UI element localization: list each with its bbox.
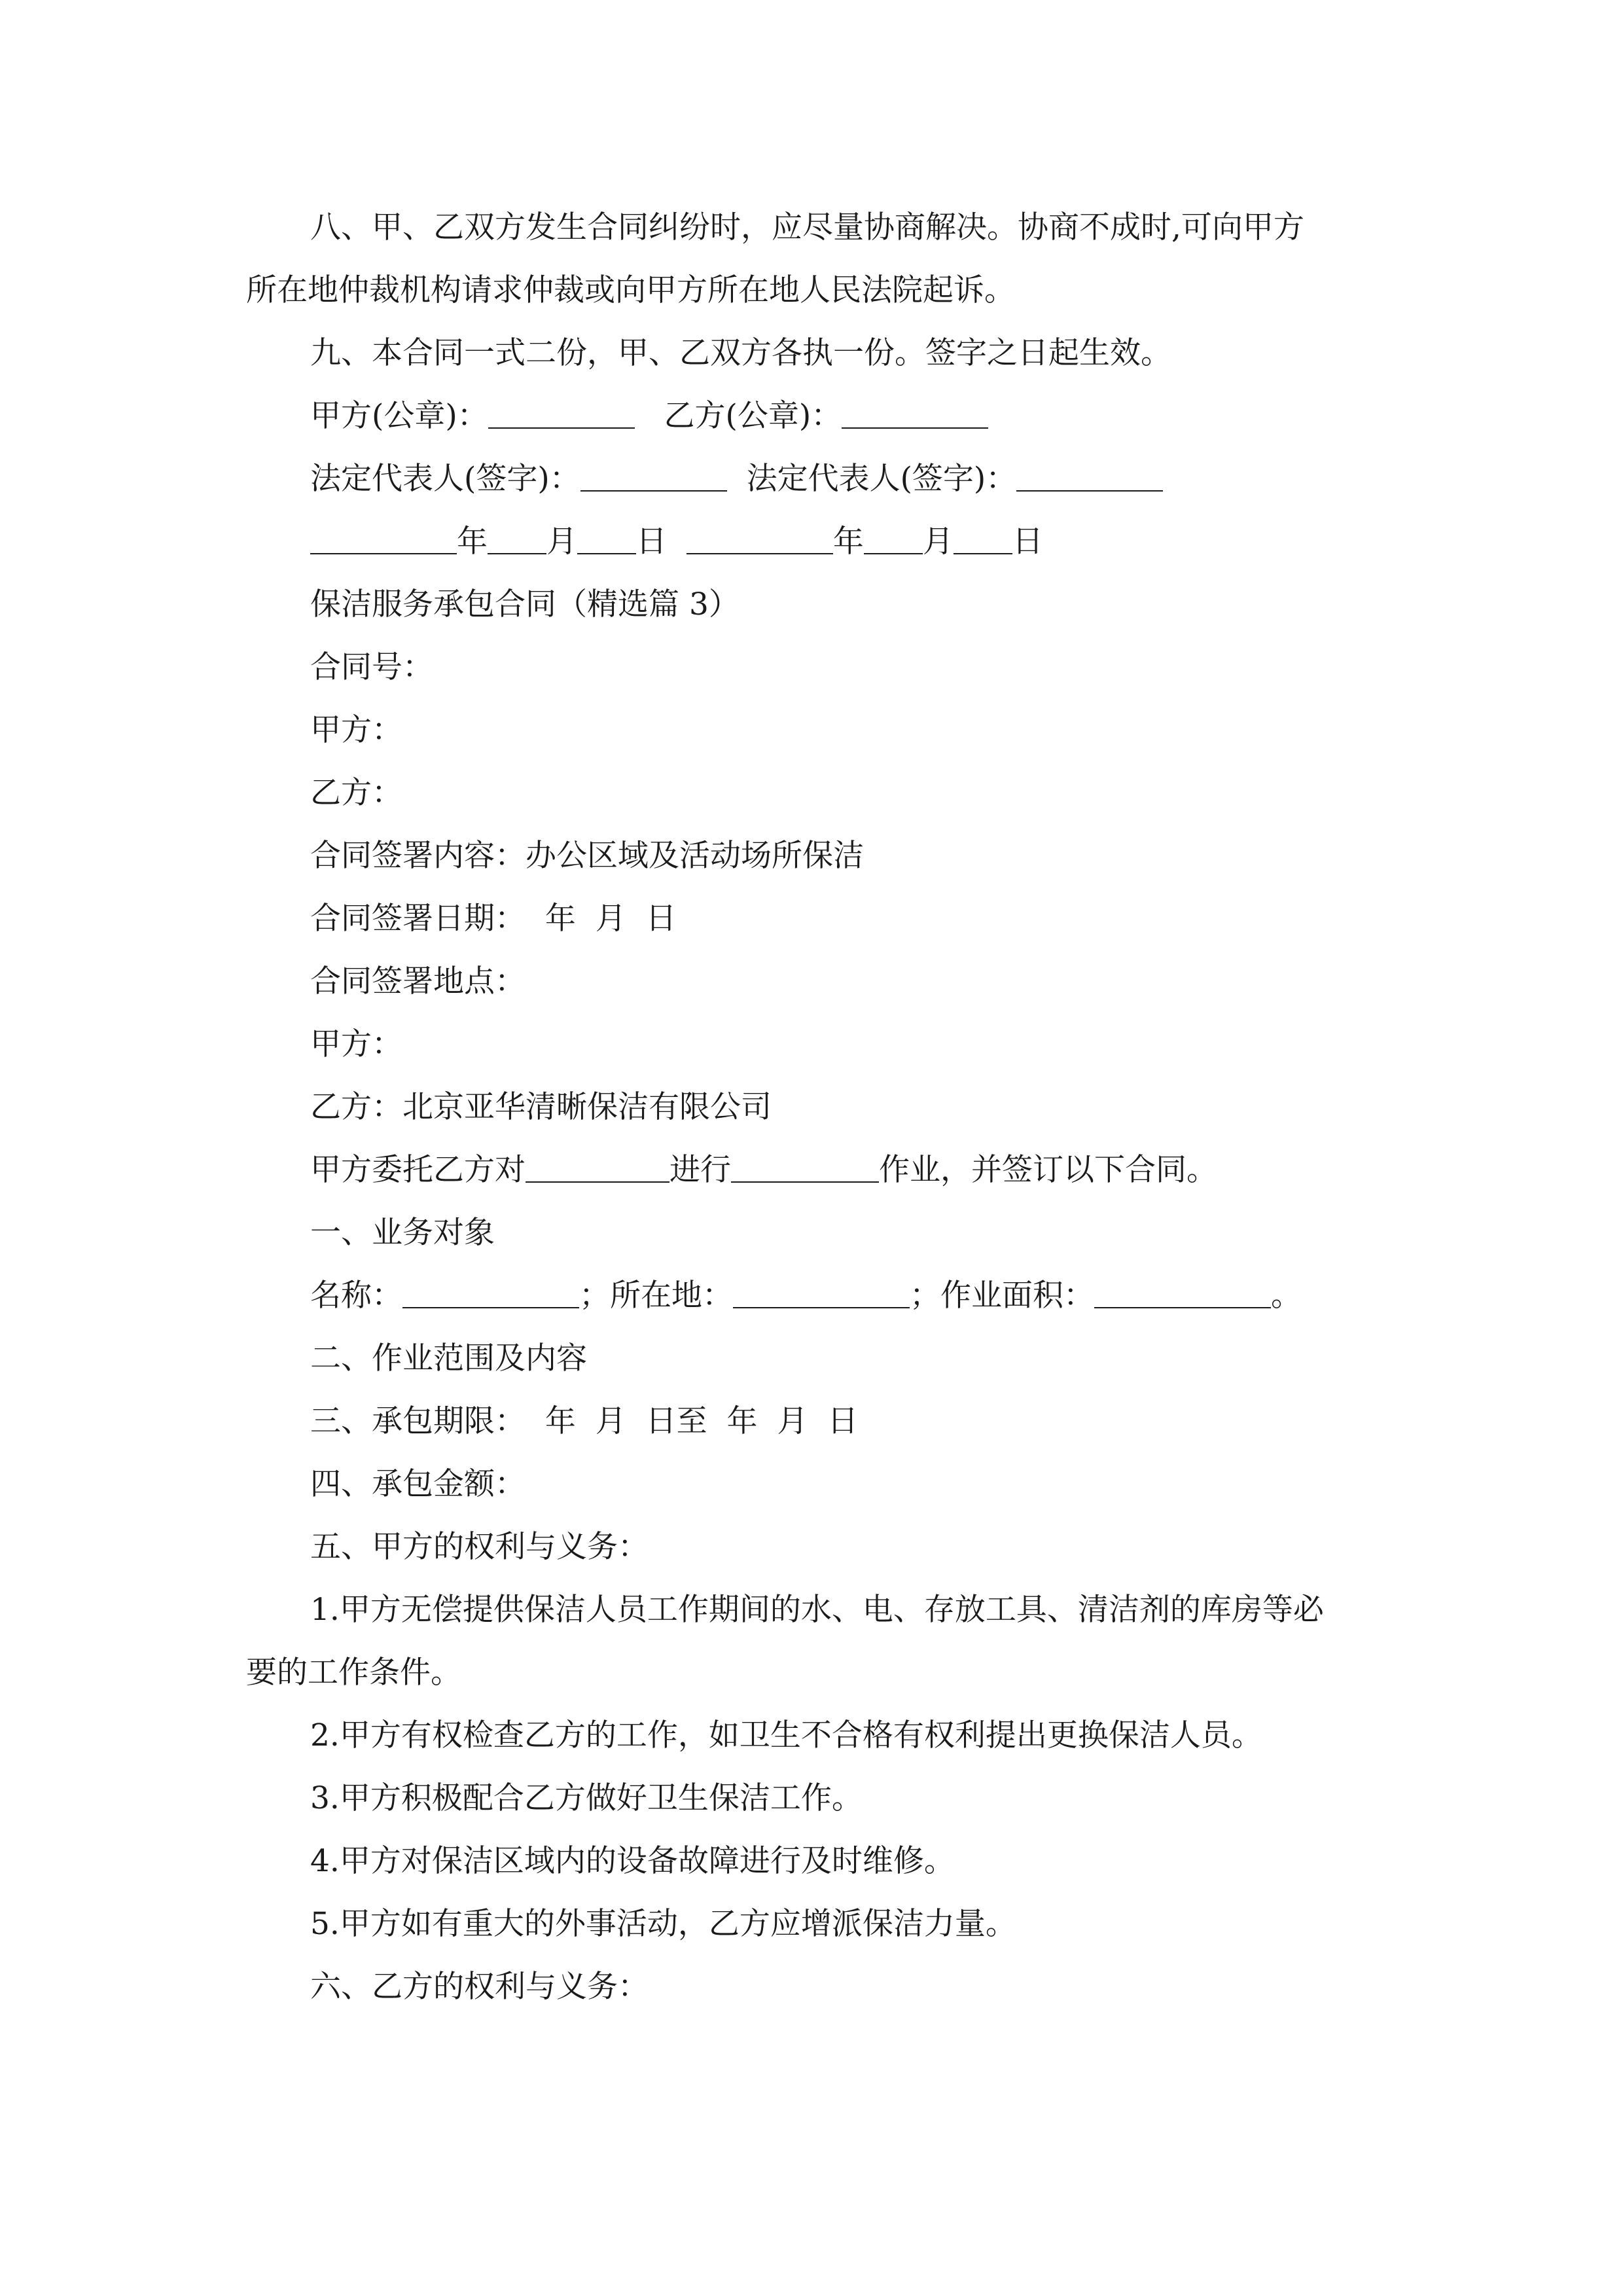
item-1-line-1: 1.甲方无偿提供保洁人员工作期间的水、电、存放工具、清洁剂的库房等必 <box>310 1592 1324 1628</box>
item-4: 4.甲方对保洁区域内的设备故障进行及时维修。 <box>310 1843 955 1879</box>
party-a: 甲方： <box>310 712 402 748</box>
month-label-2: 月 <box>922 524 954 560</box>
representative-signature-row <box>310 459 1163 499</box>
day-blank-2 <box>954 527 1012 554</box>
entrust-work-blank <box>731 1155 879 1183</box>
day-label: 日 <box>636 524 667 560</box>
item-2: 2.甲方有权检查乙方的工作，如卫生不合格有权利提出更换保洁人员。 <box>310 1717 1262 1753</box>
entrust-text-3: 作业，并签订以下合同。 <box>879 1152 1217 1188</box>
clause-8-line-1: 八、甲、乙双方发生合同纠纷时，应尽量协商解决。协商不成时,可向甲方 <box>310 209 1304 245</box>
name-blank <box>402 1281 579 1308</box>
item-5: 5.甲方如有重大的外事活动，乙方应增派保洁力量。 <box>310 1906 1016 1942</box>
clause-8-line-2: 所在地仲裁机构请求仲裁或向甲方所在地人民法院起诉。 <box>246 272 1015 308</box>
year-label-2: 年 <box>832 524 864 560</box>
contract-title: 保洁服务承包合同（精选篇 3） <box>310 586 740 622</box>
sign-content: 合同签署内容：办公区域及活动场所保洁 <box>310 838 864 874</box>
day-blank <box>577 527 636 554</box>
area-label: ；作业面积： <box>910 1278 1094 1314</box>
year-label: 年 <box>457 524 488 560</box>
year-blank-2 <box>687 527 833 554</box>
entrust-row <box>310 1151 1217 1190</box>
section-6: 六、乙方的权利与义务： <box>310 1969 649 2005</box>
section-1: 一、业务对象 <box>310 1215 495 1251</box>
entrust-object-blank <box>526 1155 669 1183</box>
party-b-representative-blank <box>1016 464 1163 492</box>
month-blank-2 <box>864 527 923 554</box>
location-blank <box>733 1281 910 1308</box>
year-blank <box>310 527 457 554</box>
item-3: 3.甲方积极配合乙方做好卫生保洁工作。 <box>310 1780 863 1816</box>
business-object-row <box>310 1276 1302 1316</box>
party-b-seal-blank <box>842 401 988 429</box>
entrust-text-2: 进行 <box>669 1152 731 1188</box>
section-3: 三、承包期限： 年 月 日至 年 月 日 <box>310 1403 859 1439</box>
day-label-2: 日 <box>1012 524 1043 560</box>
party-a-seal-label: 甲方(公章)： <box>310 398 488 434</box>
sign-date: 合同签署日期： 年 月 日 <box>310 901 677 937</box>
date-row <box>310 522 1043 562</box>
seal-signature-row <box>310 397 988 436</box>
party-a-representative-blank <box>580 464 727 492</box>
party-a-representative-label: 法定代表人(签字)： <box>310 461 580 497</box>
location-label: ；所在地： <box>579 1278 733 1314</box>
section-5: 五、甲方的权利与义务： <box>310 1529 649 1565</box>
area-blank <box>1094 1281 1271 1308</box>
party-b-representative-label: 法定代表人(签字)： <box>746 461 1017 497</box>
item-1-line-2: 要的工作条件。 <box>246 1655 461 1691</box>
party-a-2: 甲方： <box>310 1026 402 1062</box>
clause-9: 九、本合同一式二份，甲、乙双方各执一份。签字之日起生效。 <box>310 335 1171 371</box>
party-b: 乙方： <box>310 775 402 811</box>
period-mark: 。 <box>1271 1278 1302 1314</box>
section-4: 四、承包金额： <box>310 1466 526 1502</box>
month-label: 月 <box>546 524 577 560</box>
party-a-seal-blank <box>488 401 635 429</box>
sign-place: 合同签署地点： <box>310 963 526 999</box>
entrust-text-1: 甲方委托乙方对 <box>310 1152 526 1188</box>
month-blank <box>488 527 546 554</box>
contract-number: 合同号： <box>310 649 433 685</box>
party-b-seal-label: 乙方(公章)： <box>664 398 842 434</box>
party-b-2: 乙方：北京亚华清晰保洁有限公司 <box>310 1089 772 1125</box>
name-label: 名称： <box>310 1278 402 1314</box>
section-2: 二、作业范围及内容 <box>310 1340 587 1376</box>
